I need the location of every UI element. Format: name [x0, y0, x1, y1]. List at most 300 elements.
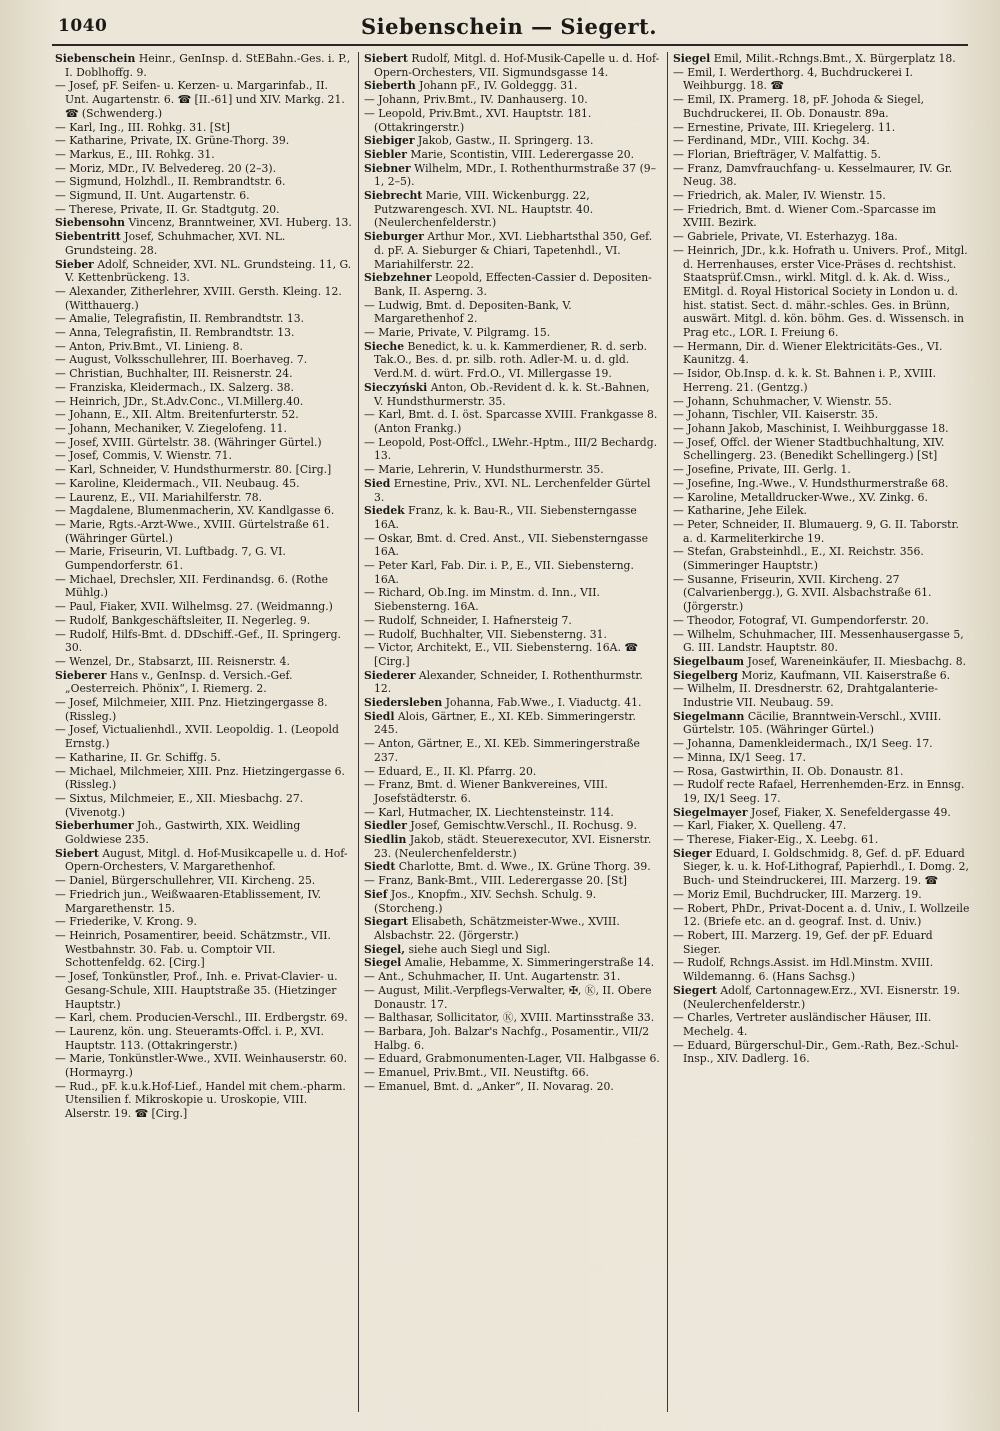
- entry-text: — Leopold, Post-Offcl., LWehr.-Hptm., III/2 Bechardg. 13.: [364, 435, 658, 463]
- directory-entry: [364, 874, 662, 888]
- directory-entry: [673, 682, 971, 709]
- entry-text: — Josef, Commis, V. Wienstr. 71.: [55, 449, 232, 463]
- entry-surname: Siegel: [364, 956, 402, 970]
- entry-text: — Josef, Tonkünstler, Prof., Inh. e. Privat-Clavier- u. Gesang-Schule, XIII. Hauptstraße 35. (Hietzinger Hauptstr.): [55, 970, 338, 1011]
- entry-text: — Peter Karl, Fab. Dir. i. P., E., VII. Siebensterng. 16A.: [364, 559, 634, 586]
- directory-entry: [55, 751, 353, 765]
- entry-surname: Siegelmann: [673, 709, 745, 723]
- directory-entry: [673, 340, 971, 367]
- column-2: [364, 52, 662, 1417]
- directory-entry: [55, 696, 353, 723]
- directory-entry: [55, 1080, 353, 1121]
- directory-entry: [673, 491, 971, 505]
- entry-text: — Eduard, Bürgerschul-Dir., Gem.-Rath, Bez.-Schul-Insp., XIV. Dadlerg. 16.: [673, 1038, 959, 1066]
- entry-surname: Siebentritt: [55, 230, 121, 244]
- entry-text: — Karl, chem. Producien-Verschl., III. Erdbergstr. 69.: [55, 1011, 348, 1025]
- entry-text: — Laurenz, E., VII. Mariahilferstr. 78.: [55, 490, 263, 504]
- directory-entry: [55, 422, 353, 436]
- entry-text: — Anton, Priv.Bmt., VI. Linieng. 8.: [55, 339, 243, 353]
- directory-entry: [55, 545, 353, 572]
- directory-entry: [673, 436, 971, 463]
- directory-entry: [673, 669, 971, 683]
- entry-text: — Katharine, Jehe Eilek.: [673, 504, 807, 518]
- directory-entry: [673, 1011, 971, 1038]
- entry-text: — Johann, E., XII. Altm. Breitenfurterstr. 52.: [55, 408, 299, 422]
- entry-surname: Siegart: [364, 915, 408, 929]
- directory-entry: [55, 230, 353, 257]
- directory-entry: [673, 134, 971, 148]
- directory-entry: [364, 641, 662, 668]
- entry-surname: Siegel,: [364, 942, 406, 956]
- entry-text: — Wilhelm, Schuhmacher, III. Messenhausergasse 5, G. III. Landstr. Hauptstr. 80.: [673, 627, 964, 655]
- entry-surname: Siegel: [673, 52, 711, 65]
- entry-text: — Anton, Gärtner, E., XI. KEb. Simmeringerstraße 237.: [364, 737, 640, 764]
- directory-entry: [55, 312, 353, 326]
- directory-entry: [364, 696, 662, 710]
- entry-surname: Sied: [364, 476, 391, 490]
- directory-entry: [673, 422, 971, 436]
- entry-surname: Siebner: [364, 161, 411, 175]
- directory-entry: [673, 902, 971, 929]
- entry-surname: Siegelbaum: [673, 654, 745, 668]
- directory-entry: [364, 628, 662, 642]
- entry-surname: Siedl: [364, 709, 395, 723]
- entry-text: — Ferdinand, MDr., VIII. Kochg. 34.: [673, 134, 870, 148]
- directory-entry: [364, 888, 662, 915]
- entry-text: Marie, Scontistin, VIII. Lederergasse 20.: [410, 147, 635, 161]
- entry-text: Jakob, städt. Steuerexecutor, XVI. Eisnerstr. 23. (Neulerchenfelderstr.): [374, 833, 652, 860]
- directory-entry: [55, 148, 353, 162]
- directory-entry: [364, 326, 662, 340]
- directory-entry: [673, 189, 971, 203]
- directory-entry: [55, 1025, 353, 1052]
- directory-entry: [364, 504, 662, 531]
- directory-entry: [55, 765, 353, 792]
- entry-text: — Leopold, Priv.Bmt., XVI. Hauptstr. 181. (Ottakringerstr.): [364, 106, 592, 134]
- column-1: [55, 52, 353, 1417]
- entry-text: — Emil, IX. Pramerg. 18, pF. Johoda & Siegel, Buchdruckerei, II. Ob. Donaustr. 89a.: [673, 93, 925, 120]
- header-rule: [52, 44, 968, 46]
- directory-entry: [364, 1011, 662, 1025]
- entry-text: — Josef, pF. Seifen- u. Kerzen- u. Margarinfab., II. Unt. Augartenstr. 6. ☎ [II.-61] und XIV. Markg. 21. ☎ (Schwenderg.): [55, 79, 345, 120]
- entry-text: Josef, Wareneinkäufer, II. Miesbachg. 8.: [747, 654, 967, 668]
- directory-entry: [364, 806, 662, 820]
- directory-entry: [55, 79, 353, 120]
- directory-entry: [364, 915, 662, 942]
- directory-entry: [673, 984, 971, 1011]
- entry-text: — Ant., Schuhmacher, II. Unt. Augartenstr. 31.: [364, 970, 621, 984]
- entry-text: — Heinrich, Posamentirer, beeid. Schätzmstr., VII. Westbahnstr. 30. Fab. u. Comptoir VII. Schottenfeldg. 62. [Cirg.]: [55, 929, 331, 970]
- entry-text: — Josef, Victualienhdl., XVII. Leopoldig. 1. (Leopold Ernstg.): [55, 723, 339, 751]
- entry-text: — Eduard, E., II. Kl. Pfarrg. 20.: [364, 764, 537, 778]
- entry-text: Anton, Ob.-Revident d. k. k. St.-Bahnen, V. Hundsthurmerstr. 35.: [374, 380, 650, 408]
- entry-text: — Josefine, Ing.-Wwe., V. Hundsthurmerstraße 68.: [673, 476, 949, 490]
- directory-entry: [364, 984, 662, 1011]
- entry-text: — Rudolf, Buchhalter, VII. Siebensterng. 31.: [364, 627, 607, 641]
- entry-surname: Sieberth: [364, 79, 416, 93]
- entry-text: siehe auch Siegl und Sigl.: [408, 942, 551, 956]
- entry-text: — Rudolf, Bankgeschäftsleiter, II. Negerleg. 9.: [55, 613, 311, 627]
- directory-entry: [364, 737, 662, 764]
- entry-text: — Sigmund, Holzhdl., II. Rembrandtstr. 6.: [55, 175, 286, 189]
- directory-entry: [673, 888, 971, 902]
- directory-entry: [55, 216, 353, 230]
- directory-entry: [364, 134, 662, 148]
- entry-surname: Siebrecht: [364, 189, 423, 203]
- entry-text: Alois, Gärtner, E., XI. KEb. Simmeringerstr. 245.: [374, 709, 636, 737]
- entry-surname: Siebiger: [364, 134, 415, 148]
- entry-text: — Marie, Friseurin, VI. Luftbadg. 7, G. VI. Gumpendorferstr. 61.: [55, 545, 286, 573]
- entry-text: — Oskar, Bmt. d. Cred. Anst., VII. Siebensterngasse 16A.: [364, 531, 648, 559]
- directory-entry: [673, 66, 971, 93]
- entry-text: Amalie, Hebamme, X. Simmeringerstraße 14.: [404, 956, 655, 970]
- entry-text: Vincenz, Branntweiner, XVI. Huberg. 13.: [128, 216, 352, 230]
- entry-text: — Johann Jakob, Maschinist, I. Weihburggasse 18.: [673, 421, 949, 435]
- directory-entry: [673, 806, 971, 820]
- entry-text: Rudolf, Mitgl. d. Hof-Musik-Capelle u. d. Hof-Opern-Orchesters, VII. Sigmundsgasse 14.: [374, 52, 660, 79]
- directory-entry: [55, 655, 353, 669]
- entry-text: — Minna, IX/1 Seeg. 17.: [673, 750, 806, 764]
- entry-text: — August, Volksschullehrer, III. Boerhaveg. 7.: [55, 353, 308, 367]
- entry-text: — Johann, Mechaniker, V. Ziegelofeng. 11.: [55, 421, 287, 435]
- entry-text: — Emil, I. Werderthorg. 4, Buchdruckerei I. Weihburgg. 18. ☎: [673, 65, 913, 93]
- directory-entry: [673, 751, 971, 765]
- directory-entry: [55, 929, 353, 970]
- entry-text: Charlotte, Bmt. d. Wwe., IX. Grüne Thorg. 39.: [398, 860, 651, 874]
- entry-text: — Gabriele, Private, VI. Esterhazyg. 18a.: [673, 230, 898, 244]
- directory-entry: [55, 258, 353, 285]
- entry-text: Moriz, Kaufmann, VII. Kaiserstraße 6.: [741, 668, 951, 682]
- entry-text: — Michael, Milchmeier, XIII. Pnz. Hietzingergasse 6. (Rissleg.): [55, 764, 345, 792]
- entry-text: Leopold, Effecten-Cassier d. Depositen-Bank, II. Asperng. 3.: [374, 271, 652, 298]
- directory-entry: [364, 271, 662, 298]
- directory-entry: [55, 121, 353, 135]
- entry-text: — Marie, Lehrerin, V. Hundsthurmerstr. 35.: [364, 463, 604, 477]
- directory-entry: [55, 395, 353, 409]
- entry-surname: Siebzehner: [364, 271, 432, 285]
- directory-entry: [673, 614, 971, 628]
- directory-entry: [55, 874, 353, 888]
- directory-entry: [364, 970, 662, 984]
- directory-entry: [673, 765, 971, 779]
- directory-entry: [55, 847, 353, 874]
- entry-text: — Stefan, Grabsteinhdl., E., XI. Reichstr. 356. (Simmeringer Hauptstr.): [673, 545, 924, 573]
- entry-surname: Sieberer: [55, 668, 107, 682]
- directory-entry: [55, 477, 353, 491]
- entry-text: Emil, Milit.-Rchngs.Bmt., X. Bürgerplatz 18.: [713, 52, 956, 65]
- entry-text: — Emanuel, Bmt. d. „Anker“, II. Novarag. 20.: [364, 1079, 614, 1093]
- directory-entry: [673, 203, 971, 230]
- directory-entry: [364, 765, 662, 779]
- entry-text: — Emanuel, Priv.Bmt., VII. Neustiftg. 66.: [364, 1066, 589, 1080]
- directory-entry: [55, 792, 353, 819]
- entry-text: — Karl, Schneider, V. Hundsthurmerstr. 80. [Cirg.]: [55, 463, 332, 477]
- entry-text: Adolf, Schneider, XVI. NL. Grundsteing. 11, G. V. Kettenbrückeng. 13.: [65, 257, 352, 285]
- directory-entry: [55, 52, 353, 79]
- entry-text: — Paul, Fiaker, XVII. Wilhelmsg. 27. (Weidmanng.): [55, 600, 333, 614]
- directory-entry: [673, 956, 971, 983]
- directory-entry: [55, 436, 353, 450]
- entry-surname: Sieber: [55, 257, 94, 271]
- entry-text: Hans v., GenInsp. d. Versich.-Gef. „Oesterreich. Phönix“, I. Riemerg. 2.: [65, 668, 293, 696]
- entry-text: — Rudolf, Rchngs.Assist. im Hdl.Minstm. XVIII. Wildemanng. 6. (Hans Sachsg.): [673, 956, 934, 984]
- directory-entry: [364, 93, 662, 107]
- entry-text: Elisabeth, Schätzmeister-Wwe., XVIII. Alsbachstr. 22. (Jörgerstr.): [374, 915, 620, 942]
- directory-entry: [364, 79, 662, 93]
- entry-text: Marie, VIII. Wickenburgg. 22, Putzwarengesch. XVI. NL. Hauptstr. 40. (Neulerchenfelderstr.): [374, 189, 594, 230]
- entry-text: — Wenzel, Dr., Stabsarzt, III. Reisnerstr. 4.: [55, 654, 290, 668]
- entry-text: — Susanne, Friseurin, XVII. Kircheng. 27 (Calvarienbergg.), G. XVII. Alsbachstraße 61. (Jörgerstr.): [673, 572, 932, 614]
- entry-surname: Siedt: [364, 860, 396, 874]
- entry-text: — Florian, Briefträger, V. Malfattig. 5.: [673, 147, 881, 161]
- directory-entry: [673, 230, 971, 244]
- entry-text: — Robert, III. Marzerg. 19, Gef. der pF. Eduard Sieger.: [673, 929, 933, 956]
- directory-entry: [673, 545, 971, 572]
- directory-entry: [55, 285, 353, 312]
- directory-entry: [55, 504, 353, 518]
- directory-entry: [364, 436, 662, 463]
- entry-text: — Isidor, Ob.Insp. d. k. k. St. Bahnen i. P., XVIII. Herreng. 21. (Gentzg.): [673, 367, 937, 394]
- entry-surname: Siedersleben: [364, 696, 443, 710]
- entry-text: — Marie, Private, V. Pilgramg. 15.: [364, 326, 551, 340]
- directory-entry: [364, 148, 662, 162]
- entry-text: — Hermann, Dir. d. Wiener Elektricitäts-Ges., VI. Kaunitzg. 4.: [673, 339, 943, 367]
- directory-entry: [55, 915, 353, 929]
- entry-surname: Siedler: [364, 819, 407, 833]
- entry-text: Jos., Knopfm., XIV. Sechsh. Schulg. 9. (Storcheng.): [374, 887, 597, 915]
- directory-entry: [364, 1066, 662, 1080]
- directory-entry: [55, 491, 353, 505]
- entry-text: Eduard, I. Goldschmidg. 8, Gef. d. pF. Eduard Sieger, k. u. k. Hof-Lithograf, Papierhdl., I. Domg. 2, Buch- und Steindruckerei, III. Marzerg. 19. ☎: [683, 846, 969, 888]
- entry-text: — Peter, Schneider, II. Blumauerg. 9, G. II. Taborstr. a. d. Karmeliterkirche 19.: [673, 517, 959, 545]
- entry-surname: Siegelmayer: [673, 805, 748, 819]
- directory-entry: [55, 162, 353, 176]
- entry-text: Alexander, Schneider, I. Rothenthurmstr. 12.: [374, 668, 643, 696]
- directory-entry: [364, 52, 662, 79]
- directory-entry: [673, 148, 971, 162]
- directory-entry: [55, 669, 353, 696]
- directory-entry: [673, 518, 971, 545]
- entry-text: Wilhelm, MDr., I. Rothenthurmstraße 37 (9–1, 2–5).: [374, 161, 657, 189]
- entry-text: — Markus, E., III. Rohkg. 31.: [55, 147, 215, 161]
- entry-text: Arthur Mor., XVI. Liebhartsthal 350, Gef. d. pF. A. Sieburger & Chiari, Tapetenhdl., VI. Mariahilferstr. 22.: [374, 230, 653, 271]
- directory-entry: [55, 614, 353, 628]
- directory-entry: [364, 710, 662, 737]
- entry-text: — Marie, Rgts.-Arzt-Wwe., XVIII. Gürtelstraße 61. (Währinger Gürtel.): [55, 517, 330, 545]
- entry-text: — August, Milit.-Verpflegs-Verwalter, ✠, Ⓚ, II. Obere Donaustr. 17.: [364, 983, 652, 1011]
- entry-surname: Sieburger: [364, 230, 424, 244]
- directory-entry: [673, 847, 971, 888]
- directory-entry: [673, 819, 971, 833]
- directory-entry: [673, 504, 971, 518]
- entry-surname: Siegelberg: [673, 668, 738, 682]
- directory-entry: [364, 819, 662, 833]
- directory-entry: [364, 586, 662, 613]
- entry-text: — Friederike, V. Krong. 9.: [55, 915, 197, 929]
- entry-text: — Josef, Offcl. der Wiener Stadtbuchhaltung, XIV. Schellingerg. 23. (Benedikt Schellingerg.) [St]: [673, 435, 945, 463]
- directory-entry: [55, 600, 353, 614]
- entry-text: — Friedrich jun., Weißwaaren-Etablissement, IV. Margarethenstr. 15.: [55, 887, 322, 915]
- entry-surname: Sieche: [364, 339, 405, 353]
- entry-text: — Ludwig, Bmt. d. Depositen-Bank, V. Margarethenhof 2.: [364, 298, 572, 326]
- entry-text: Benedict, k. u. k. Kammerdiener, R. d. serb. Tak.O., Bes. d. pr. silb. roth. Adler-M. u. d. gld. Verd.M. d. würt. Frd.O., VI. Millergasse 19.: [374, 339, 648, 381]
- directory-entry: [55, 326, 353, 340]
- directory-entry: [55, 340, 353, 354]
- directory-entry: [364, 230, 662, 271]
- entry-text: Johanna, Fab.Wwe., I. Viaductg. 41.: [445, 696, 642, 710]
- entry-text: — Katharine, Private, IX. Grüne-Thorg. 39.: [55, 134, 290, 148]
- directory-entry: [364, 381, 662, 408]
- directory-entry: [364, 1080, 662, 1094]
- directory-entry: [364, 669, 662, 696]
- entry-text: — Franz, Damvfrauchfang- u. Kesselmaurer, IV. Gr. Neug. 38.: [673, 161, 953, 189]
- directory-entry: [673, 628, 971, 655]
- entry-text: — Moriz, MDr., IV. Belvedereg. 20 (2–3).: [55, 161, 277, 175]
- entry-surname: Siegert: [673, 983, 717, 997]
- directory-entry: [55, 723, 353, 750]
- entry-surname: Siederer: [364, 668, 416, 682]
- entry-text: — Rudolf recte Rafael, Herrenhemden-Erz. in Ennsg. 19, IX/1 Seeg. 17.: [673, 778, 965, 805]
- directory-entry: [673, 244, 971, 340]
- entry-text: — Franziska, Kleidermach., IX. Salzerg. 38.: [55, 380, 294, 394]
- directory-entry: [55, 203, 353, 217]
- entry-text: — Franz, Bank-Bmt., VIII. Lederergasse 20. [St]: [364, 874, 628, 888]
- directory-entry: [55, 175, 353, 189]
- entry-text: — Charles, Vertreter ausländischer Häuser, III. Mechelg. 4.: [673, 1011, 932, 1038]
- entry-text: — Josef, XVIII. Gürtelstr. 38. (Währinger Gürtel.): [55, 435, 322, 449]
- entry-text: — Rosa, Gastwirthin, II. Ob. Donaustr. 81.: [673, 764, 904, 778]
- entry-surname: Siebler: [364, 147, 407, 161]
- entry-text: — Alexander, Zitherlehrer, XVIII. Gersth. Kleing. 12. (Witthauerg.): [55, 284, 342, 312]
- directory-entry: [55, 970, 353, 1011]
- entry-text: — Laurenz, kön. ung. Steueramts-Offcl. i. P., XVI. Hauptstr. 113. (Ottakringerstr.): [55, 1024, 324, 1052]
- entry-text: — Josef, Milchmeier, XIII. Pnz. Hietzingergasse 8. (Rissleg.): [55, 696, 328, 723]
- directory-entry: [364, 778, 662, 805]
- directory-entry: [673, 93, 971, 120]
- directory-entry: [55, 628, 353, 655]
- entry-text: — Heinrich, JDr., k.k. Hofrath u. Univers. Prof., Mitgl. d. Herrenhauses, erster Vice-Präses d. rechtshist. Staatsprüf.Cmsn., wirkl. Mitgl. d. k. Ak. d. Wiss., EMitgl. d. Royal Historical Society in London u. d. hist. statist. Sect. d. mähr.-schles. Ges. in Brünn, auswärt. Mitgl. d. kön. böhm. Ges. d. Wissensch. in Prag etc., LOR. I. Freiung 6.: [673, 243, 968, 340]
- entry-surname: Siedlin: [364, 833, 407, 847]
- entry-text: — Josefine, Private, III. Gerlg. 1.: [673, 463, 851, 477]
- entry-text: — Friedrich, ak. Maler, IV. Wienstr. 15.: [673, 189, 886, 203]
- directory-entry: [364, 532, 662, 559]
- directory-entry: [673, 367, 971, 394]
- entry-text: — Heinrich, JDr., St.Adv.Conc., VI.Millerg.40.: [55, 394, 304, 408]
- directory-entry: [364, 107, 662, 134]
- directory-entry: [364, 833, 662, 860]
- entry-text: — Michael, Drechsler, XII. Ferdinandsg. 6. (Rothe Mühlg.): [55, 572, 329, 600]
- directory-entry: [364, 559, 662, 586]
- directory-entry: [55, 381, 353, 395]
- entry-text: — Christian, Buchhalter, III. Reisnerstr. 24.: [55, 367, 293, 381]
- entry-text: — Wilhelm, II. Dresdnerstr. 62, Drahtgalanterie-Industrie VII. Neubaug. 59.: [673, 682, 938, 710]
- directory-entry: [55, 1011, 353, 1025]
- entry-text: — Moriz Emil, Buchdrucker, III. Marzerg. 19.: [673, 887, 922, 901]
- directory-entry: [364, 943, 662, 957]
- directory-entry: [55, 449, 353, 463]
- entry-text: Johann pF., IV. Goldeggg. 31.: [419, 79, 578, 93]
- entry-text: — Daniel, Bürgerschullehrer, VII. Kircheng. 25.: [55, 874, 316, 888]
- entry-text: Josef, Schuhmacher, XVI. NL. Grundsteing. 28.: [65, 230, 286, 257]
- page-number: 1040: [58, 16, 108, 36]
- entry-text: — Karl, Bmt. d. I. öst. Sparcasse XVIII. Frankgasse 8. (Anton Frankg.): [364, 408, 658, 435]
- entry-text: — Rudolf, Schneider, I. Hafnersteig 7.: [364, 613, 572, 627]
- directory-entry: [673, 710, 971, 737]
- entry-text: — Friedrich, Bmt. d. Wiener Com.-Sparcasse im XVIII. Bezirk.: [673, 202, 937, 230]
- entry-text: — Karoline, Kleidermach., VII. Neubaug. 45.: [55, 476, 300, 490]
- entry-text: Heinr., GenInsp. d. StEBahn.-Ges. i. P., I. Doblhoffg. 9.: [65, 52, 351, 79]
- entry-text: — Sigmund, II. Unt. Augartenstr. 6.: [55, 189, 250, 203]
- entry-text: — Karl, Fiaker, X. Quelleng. 47.: [673, 819, 847, 833]
- entry-text: — Richard, Ob.Ing. im Minstm. d. Inn., VII. Siebensterng. 16A.: [364, 586, 600, 614]
- directory-entry: [364, 340, 662, 381]
- directory-entry: [673, 477, 971, 491]
- directory-entry: [673, 162, 971, 189]
- directory-entry: [673, 121, 971, 135]
- directory-entry: [55, 134, 353, 148]
- entry-surname: Siebensohn: [55, 216, 126, 230]
- entry-text: Josef, Gemischtw.Verschl., II. Rochusg. 9.: [410, 819, 637, 833]
- directory-entry: [55, 367, 353, 381]
- directory-entry: [364, 956, 662, 970]
- directory-entry: [673, 408, 971, 422]
- directory-entry: [364, 860, 662, 874]
- column-divider: [358, 52, 359, 1412]
- entry-text: — Karl, Hutmacher, IX. Liechtensteinstr. 114.: [364, 805, 614, 819]
- directory-entry: [55, 189, 353, 203]
- entry-text: Josef, Fiaker, X. Senefeldergasse 49.: [750, 805, 951, 819]
- directory-entry: [364, 477, 662, 504]
- directory-entry: [673, 778, 971, 805]
- directory-entry: [673, 655, 971, 669]
- directory-entry: [364, 614, 662, 628]
- directory-entry: [55, 573, 353, 600]
- directory-entry: [55, 1052, 353, 1079]
- entry-text: — Therese, Fiaker-Eig., X. Leebg. 61.: [673, 833, 879, 847]
- page-title: Siebenschein — Siegert.: [360, 14, 658, 39]
- directory-entry: [364, 162, 662, 189]
- directory-entry: [364, 463, 662, 477]
- directory-entry: [673, 463, 971, 477]
- directory-entry: [55, 819, 353, 846]
- directory-entry: [55, 353, 353, 367]
- entry-text: — Johann, Schuhmacher, V. Wienstr. 55.: [673, 394, 892, 408]
- entry-text: — Balthasar, Sollicitator, Ⓚ, XVIII. Martinsstraße 33.: [364, 1011, 655, 1025]
- entry-text: — Theodor, Fotograf, VI. Gumpendorferstr. 20.: [673, 613, 929, 627]
- entry-text: — Victor, Architekt, E., VII. Siebensterng. 16A. ☎ [Cirg.]: [364, 641, 638, 668]
- directory-entry: [364, 1025, 662, 1052]
- entry-text: — Rudolf, Hilfs-Bmt. d. DDschiff.-Gef., II. Springerg. 30.: [55, 627, 341, 655]
- entry-text: — Marie, Tonkünstler-Wwe., XVII. Weinhauserstr. 60. (Hormayrg.): [55, 1052, 348, 1080]
- entry-surname: Sieberhumer: [55, 819, 134, 833]
- entry-text: — Katharine, II. Gr. Schiffg. 5.: [55, 750, 221, 764]
- column-divider: [667, 52, 668, 1412]
- entry-text: Joh., Gastwirth, XIX. Weidling Goldwiese 235.: [65, 819, 301, 847]
- entry-text: — Karl, Ing., III. Rohkg. 31. [St]: [55, 120, 230, 134]
- directory-entry: [55, 888, 353, 915]
- entry-text: August, Mitgl. d. Hof-Musikcapelle u. d. Hof-Opern-Orchesters, V. Margarethenhof.: [65, 846, 348, 874]
- entry-text: — Ernestine, Private, III. Kriegelerg. 11.: [673, 120, 896, 134]
- directory-entry: [673, 929, 971, 956]
- directory-entry: [364, 1052, 662, 1066]
- entry-surname: Sieczyński: [364, 380, 428, 394]
- entry-surname: Sieger: [673, 846, 712, 860]
- entry-text: — Johann, Tischler, VII. Kaiserstr. 35.: [673, 408, 879, 422]
- directory-entry: [673, 1039, 971, 1066]
- directory-entry: [55, 463, 353, 477]
- entry-text: Adolf, Cartonnagew.Erz., XVI. Eisnerstr. 19. (Neulerchenfelderstr.): [683, 983, 961, 1011]
- directory-entry: [673, 395, 971, 409]
